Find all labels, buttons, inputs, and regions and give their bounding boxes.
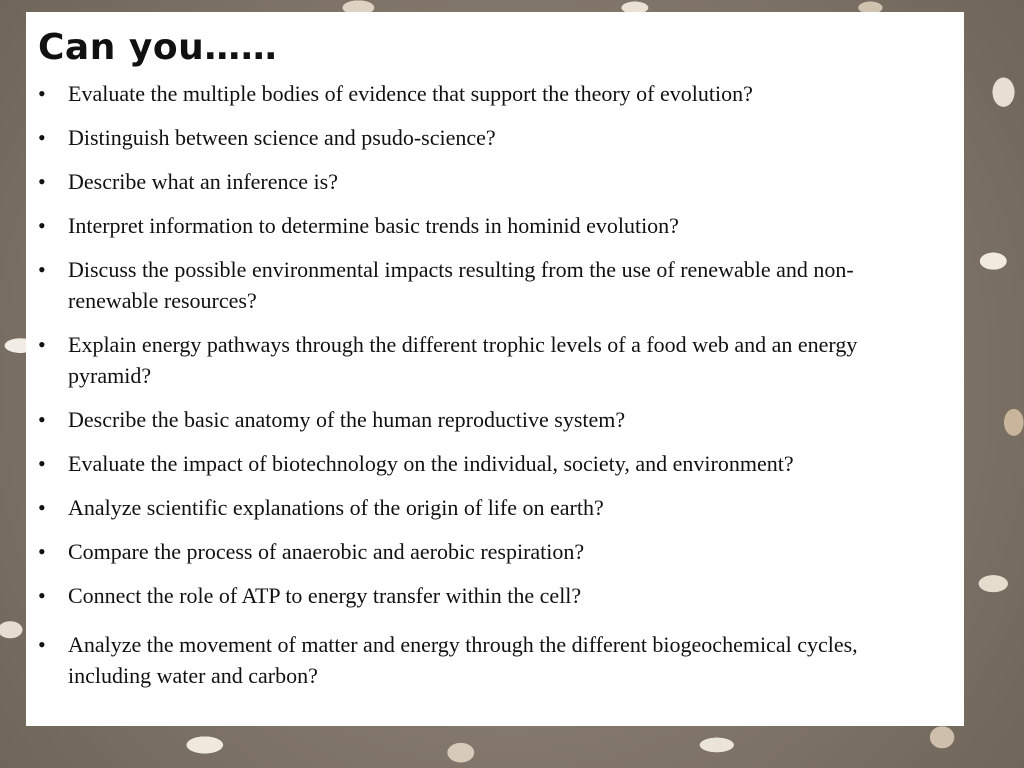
list-item <box>38 254 934 316</box>
list-item-text: Evaluate the multiple bodies of evidence that support the theory of evolution? <box>68 81 753 106</box>
list-item <box>38 329 934 391</box>
list-item <box>38 536 934 567</box>
bullet-icon: • <box>38 169 46 194</box>
list-item-text: Explain energy pathways through the different trophic levels of a food web and an energy pyramid? <box>68 332 858 388</box>
bullet-icon: • <box>38 213 46 238</box>
bullet-icon: • <box>38 125 46 150</box>
list-item <box>38 404 934 435</box>
list-item-text: Distinguish between science and psudo-science? <box>68 125 496 150</box>
list-item-text: Connect the role of ATP to energy transfer within the cell? <box>68 583 582 608</box>
list-item <box>38 580 934 611</box>
list-item-text: Describe the basic anatomy of the human reproductive system? <box>68 407 626 432</box>
list-item-text: Interpret information to determine basic trends in hominid evolution? <box>68 213 679 238</box>
slide-content-panel <box>26 12 964 726</box>
list-item <box>38 122 934 153</box>
list-item-text: Analyze scientific explanations of the origin of life on earth? <box>68 495 604 520</box>
list-item-text: Analyze the movement of matter and energy through the different biogeochemical cycles, including water and carbon? <box>68 632 858 688</box>
list-item-text: Discuss the possible environmental impacts resulting from the use of renewable and non-renewable resources? <box>68 257 854 313</box>
list-item <box>38 166 934 197</box>
objective-list <box>38 78 934 691</box>
bullet-icon: • <box>38 539 46 564</box>
list-item <box>38 210 934 241</box>
bullet-icon: • <box>38 257 46 282</box>
list-item <box>38 492 934 523</box>
list-item-text: Evaluate the impact of biotechnology on the individual, society, and environment? <box>68 451 794 476</box>
list-item-text: Describe what an inference is? <box>68 169 338 194</box>
bullet-icon: • <box>38 495 46 520</box>
list-item-text: Compare the process of anaerobic and aerobic respiration? <box>68 539 585 564</box>
bullet-icon: • <box>38 332 46 357</box>
bullet-icon: • <box>38 451 46 476</box>
slide-title: Can you…… <box>38 27 278 68</box>
list-item <box>38 629 934 691</box>
list-item <box>38 448 934 479</box>
bullet-icon: • <box>38 407 46 432</box>
bullet-icon: • <box>38 632 46 657</box>
bullet-icon: • <box>38 583 46 608</box>
bullet-icon: • <box>38 81 46 106</box>
list-item <box>38 78 934 109</box>
